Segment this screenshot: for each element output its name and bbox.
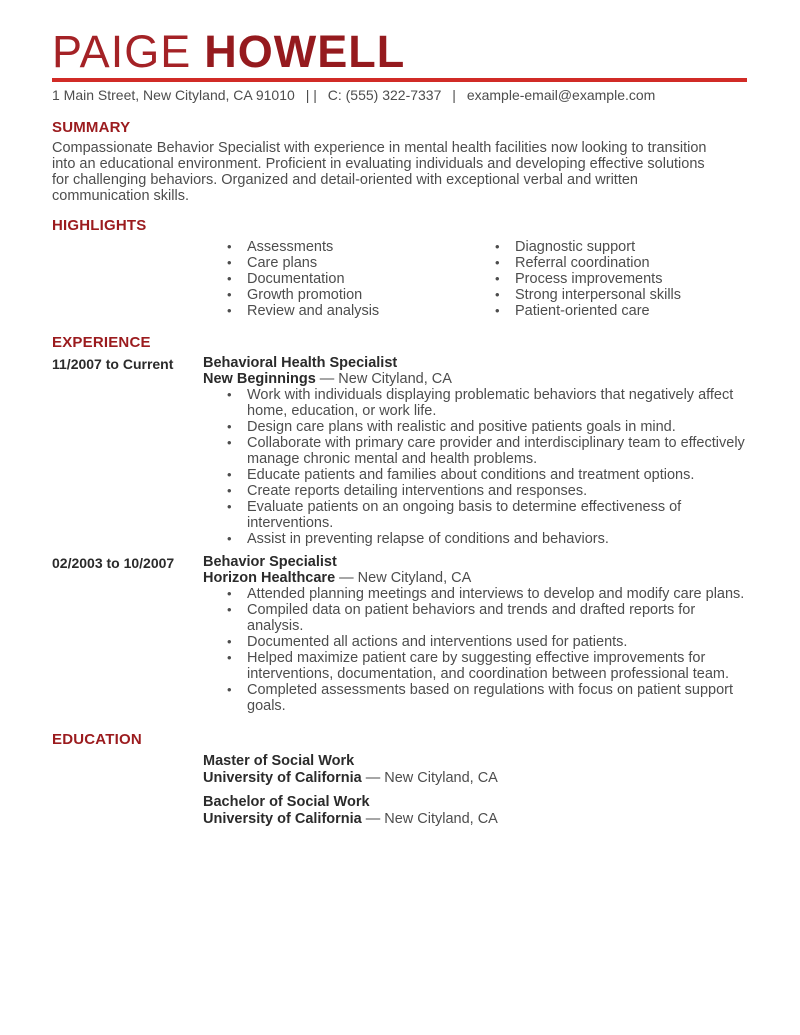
highlight-item <box>471 255 681 271</box>
bullet-icon: • <box>227 499 232 514</box>
highlight-item <box>471 303 681 319</box>
em-dash: — <box>339 570 354 586</box>
job-bullet-text: Evaluate patients on an ongoing basis to determine effectiveness of interventions. <box>247 499 682 531</box>
job-title: Behavior Specialist <box>203 554 337 570</box>
job-bullet <box>203 531 747 547</box>
bullet-icon: • <box>227 271 232 286</box>
job-content <box>203 355 747 547</box>
school-name: University of California <box>203 811 362 827</box>
highlight-label: Care plans <box>247 255 318 271</box>
summary-text: Compassionate Behavior Specialist with experience in mental health facilities now looking to transition into an educational environment. Proficient in evaluating individuals and developing effective solutions for challenging behaviors. Organized and detail-oriented with exceptional verbal and written communication skills. <box>52 140 707 204</box>
job-dates: 02/2003 to 10/2007 <box>52 555 175 571</box>
job-bullet <box>203 483 747 499</box>
bullet-icon: • <box>227 586 232 601</box>
highlights-column-2 <box>471 239 681 319</box>
highlight-label: Referral coordination <box>515 255 650 271</box>
highlight-label: Growth promotion <box>247 287 363 303</box>
job-entry <box>52 355 747 547</box>
highlights-columns <box>203 239 747 319</box>
bullet-icon: • <box>495 287 500 302</box>
degree-name: Master of Social Work <box>203 753 355 769</box>
contact-line <box>52 87 747 103</box>
degree-name: Bachelor of Social Work <box>203 794 370 810</box>
bullet-icon: • <box>227 634 232 649</box>
job-bullet-text: Assist in preventing relapse of conditions and behaviors. <box>247 531 609 547</box>
bullet-icon: • <box>227 239 232 254</box>
em-dash: — <box>319 371 335 387</box>
bullet-icon: • <box>495 303 500 318</box>
job-bullet-text: Work with individuals displaying problematic behaviors that negatively affect home, education, or work life. <box>247 387 734 419</box>
job-bullet-text: Documented all actions and interventions used for patients. <box>247 634 628 650</box>
highlight-item <box>203 239 471 255</box>
job-location: New Cityland, CA <box>338 371 452 387</box>
candidate-first-name: PAIGE <box>52 26 192 77</box>
bullet-icon: • <box>227 387 232 402</box>
highlights-heading: HIGHLIGHTS <box>52 217 147 234</box>
contact-address: 1 Main Street, New Cityland, CA 91010 <box>52 87 295 103</box>
school-line <box>203 811 747 828</box>
job-bullet <box>203 499 747 531</box>
job-bullet-list <box>203 586 747 714</box>
contact-phone: C: (555) 322-7337 <box>327 87 442 103</box>
job-bullet <box>203 387 747 419</box>
bullet-icon: • <box>227 483 232 498</box>
bullet-icon: • <box>227 602 232 617</box>
candidate-name <box>52 28 747 76</box>
resume-header <box>52 28 747 103</box>
header-divider-rule <box>52 78 747 82</box>
job-entry <box>52 554 747 714</box>
contact-separator: | <box>452 87 456 103</box>
job-title: Behavioral Health Specialist <box>203 355 398 371</box>
highlight-label: Assessments <box>247 239 334 255</box>
job-bullet-text: Educate patients and families about conditions and treatment options. <box>247 467 695 483</box>
section-summary <box>52 119 747 204</box>
highlight-item <box>471 271 681 287</box>
contact-separator: | | <box>305 87 317 103</box>
highlight-item <box>203 303 471 319</box>
highlight-item <box>203 271 471 287</box>
education-entry <box>203 753 747 787</box>
job-bullet-text: Design care plans with realistic and positive patients goals in mind. <box>247 419 676 435</box>
highlight-item <box>203 255 471 271</box>
bullet-icon: • <box>495 255 500 270</box>
highlight-label: Review and analysis <box>247 303 380 319</box>
contact-email: example-email@example.com <box>466 87 656 103</box>
bullet-icon: • <box>495 271 500 286</box>
job-bullet-text: Attended planning meetings and interviews to develop and modify care plans. <box>247 586 745 602</box>
section-highlights <box>52 217 747 319</box>
education-entry <box>203 794 747 828</box>
highlight-label: Strong interpersonal skills <box>515 287 682 303</box>
education-entries <box>203 753 747 828</box>
highlight-item <box>471 287 681 303</box>
job-bullet <box>203 467 747 483</box>
highlight-item <box>203 287 471 303</box>
school-name: University of California <box>203 770 362 786</box>
section-education <box>52 731 747 828</box>
bullet-icon: • <box>227 467 232 482</box>
education-heading: EDUCATION <box>52 731 142 748</box>
experience-heading: EXPERIENCE <box>52 334 151 351</box>
school-location: New Cityland, CA <box>384 770 498 786</box>
bullet-icon: • <box>227 287 232 302</box>
bullet-icon: • <box>227 531 232 546</box>
bullet-icon: • <box>227 303 232 318</box>
school-location: New Cityland, CA <box>384 811 498 827</box>
job-company-line <box>203 371 747 387</box>
job-bullet <box>203 602 747 634</box>
job-bullet <box>203 586 747 602</box>
job-bullet-text: Compiled data on patient behaviors and trends and drafted reports for analysis. <box>247 602 696 634</box>
bullet-icon: • <box>495 239 500 254</box>
job-bullet <box>203 634 747 650</box>
em-dash: — <box>365 811 381 827</box>
bullet-icon: • <box>227 682 232 697</box>
highlight-label: Patient-oriented care <box>515 303 650 319</box>
job-company-line <box>203 570 747 586</box>
job-bullet-text: Helped maximize patient care by suggesting effective improvements for interventions, documentation, and coordination between professional team. <box>247 650 730 682</box>
section-experience <box>52 334 747 714</box>
bullet-icon: • <box>227 435 232 450</box>
summary-heading: SUMMARY <box>52 119 131 136</box>
job-bullet <box>203 419 747 435</box>
company-name: New Beginnings <box>203 371 316 387</box>
job-location: New Cityland, CA <box>357 570 472 586</box>
job-bullet <box>203 650 747 682</box>
company-name: Horizon Healthcare <box>203 570 336 586</box>
highlight-label: Documentation <box>247 271 345 287</box>
highlight-label: Process improvements <box>515 271 663 287</box>
bullet-icon: • <box>227 419 232 434</box>
candidate-last-name: HOWELL <box>204 26 406 77</box>
em-dash: — <box>365 770 381 786</box>
bullet-icon: • <box>227 255 232 270</box>
bullet-icon: • <box>227 650 232 665</box>
highlight-item <box>471 239 681 255</box>
school-line <box>203 770 747 787</box>
highlight-label: Diagnostic support <box>515 239 636 255</box>
job-dates: 11/2007 to Current <box>52 356 174 372</box>
job-bullet-text: Completed assessments based on regulations with focus on patient support goals. <box>247 682 734 714</box>
job-bullet-text: Collaborate with primary care provider and interdisciplinary team to effectively manage chronic mental and health problems. <box>247 435 745 467</box>
job-bullet <box>203 435 747 467</box>
job-bullet-list <box>203 387 747 547</box>
job-bullet-text: Create reports detailing interventions and responses. <box>247 483 588 499</box>
highlights-column-1 <box>203 239 471 319</box>
job-content <box>203 554 747 714</box>
job-bullet <box>203 682 747 714</box>
